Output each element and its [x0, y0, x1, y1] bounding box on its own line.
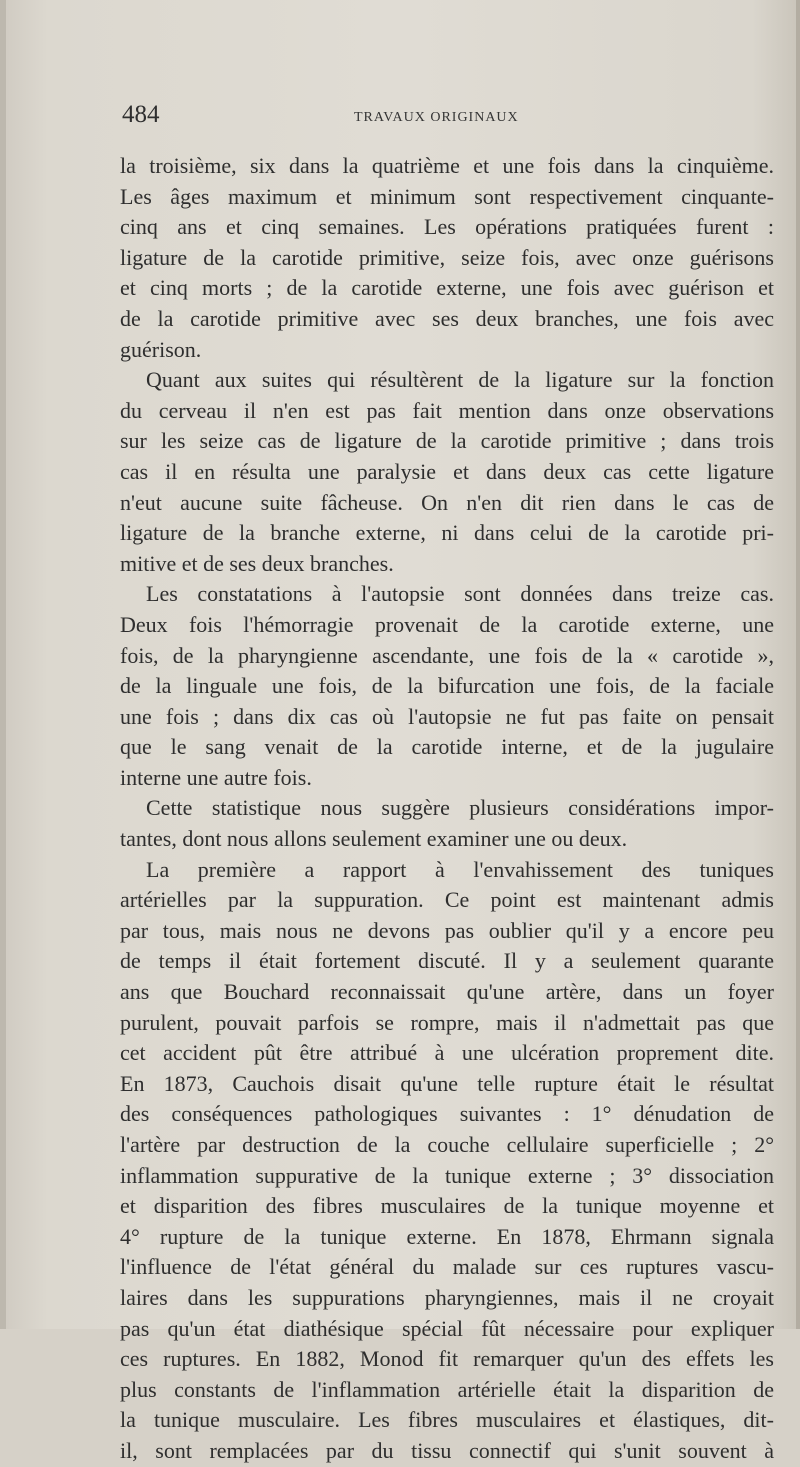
text-line: artérielles par la suppuration. Ce point est maintenant admis — [120, 887, 774, 913]
text-line: la tunique musculaire. Les fibres musculaires et élastiques, dit- — [120, 1407, 774, 1433]
text-line: 4° rupture de la tunique externe. En 1878, Ehrmann signala — [120, 1223, 774, 1249]
text-line: une fois ; dans dix cas où l'autopsie ne fut pas faite on pensait — [120, 703, 774, 729]
text-line: il, sont remplacées par du tissu connectif qui s'unit souvent à — [120, 1437, 774, 1463]
text-line: et disparition des fibres musculaires de la tunique moyenne et — [120, 1193, 774, 1219]
text-line: fois, de la pharyngienne ascendante, une fois de la « carotide », — [120, 642, 774, 668]
text-line: guérison. — [120, 336, 202, 362]
text-line: En 1873, Cauchois disait qu'une telle rupture était le résultat — [120, 1070, 774, 1096]
text-line: et cinq morts ; de la carotide externe, une fois avec guérison et — [120, 275, 774, 301]
paragraph-first-line: Quant aux suites qui résultèrent de la ligature sur la fonction — [146, 367, 774, 393]
text-line: par tous, mais nous ne devons pas oublier qu'il y a encore peu — [120, 917, 774, 943]
page-number: 484 — [122, 101, 160, 128]
page-edge-left — [0, 0, 6, 1329]
text-line: ligature de la carotide primitive, seize fois, avec onze guérisons — [120, 244, 774, 270]
text-line: ans que Bouchard reconnaissait qu'une artère, dans un foyer — [120, 979, 774, 1005]
text-line: interne une autre fois. — [120, 764, 312, 790]
text-line: des conséquences pathologiques suivantes : 1° dénudation de — [120, 1101, 774, 1127]
paragraph-first-line: La première a rapport à l'envahissement des tuniques — [146, 856, 774, 882]
text-line: tantes, dont nous allons seulement examiner une ou deux. — [120, 826, 628, 852]
text-line: sur les seize cas de ligature de la carotide primitive ; dans trois — [120, 428, 774, 454]
text-line: mitive et de ses deux branches. — [120, 550, 394, 576]
text-line: cet accident pût être attribué à une ulcération proprement dite. — [120, 1040, 774, 1066]
text-line: purulent, pouvait parfois se rompre, mais il n'admettait pas que — [120, 1009, 774, 1035]
paragraph-first-line: Cette statistique nous suggère plusieurs considérations impor- — [146, 795, 774, 821]
text-line: Deux fois l'hémorragie provenait de la carotide externe, une — [120, 611, 774, 637]
text-line: laires dans les suppurations pharyngiennes, mais il ne croyait — [120, 1284, 774, 1310]
text-line: ces ruptures. En 1882, Monod fit remarquer qu'un des effets les — [120, 1346, 774, 1372]
text-line: inflammation suppurative de la tunique externe ; 3° dissociation — [120, 1162, 774, 1188]
text-line: de temps il était fortement discuté. Il y a seulement quarante — [120, 948, 774, 974]
text-line: que le sang venait de la carotide interne, et de la jugulaire — [120, 734, 774, 760]
text-line: cas il en résulta une paralysie et dans deux cas cette ligature — [120, 458, 774, 484]
page-edge-right — [796, 0, 800, 1329]
text-line: ligature de la branche externe, ni dans celui de la carotide pri- — [120, 520, 774, 546]
text-line: l'influence de l'état général du malade sur ces ruptures vascu- — [120, 1254, 774, 1280]
running-title: TRAVAUX ORIGINAUX — [354, 110, 519, 125]
text-line: pas qu'un état diathésique spécial fût nécessaire pour expliquer — [120, 1315, 774, 1341]
text-line: la troisième, six dans la quatrième et une fois dans la cinquième. — [120, 153, 774, 178]
text-line: l'artère par destruction de la couche cellulaire superficielle ; 2° — [120, 1132, 774, 1157]
text-line: de la linguale une fois, de la bifurcation une fois, de la faciale — [120, 673, 774, 699]
text-line: Les âges maximum et minimum sont respectivement cinquante- — [120, 183, 774, 209]
text-line: n'eut aucune suite fâcheuse. On n'en dit rien dans le cas de — [120, 489, 774, 515]
paragraph-first-line: Les constatations à l'autopsie sont données dans treize cas. — [146, 581, 774, 607]
text-line: de la carotide primitive avec ses deux branches, une fois avec — [120, 305, 774, 331]
page-header — [122, 101, 772, 135]
text-line: cinq ans et cinq semaines. Les opérations pratiquées furent : — [120, 214, 774, 240]
text-line: du cerveau il n'en est pas fait mention dans onze observations — [120, 397, 774, 423]
body-text — [120, 151, 774, 1467]
text-line: plus constants de l'inflammation artérielle était la disparition de — [120, 1376, 774, 1402]
